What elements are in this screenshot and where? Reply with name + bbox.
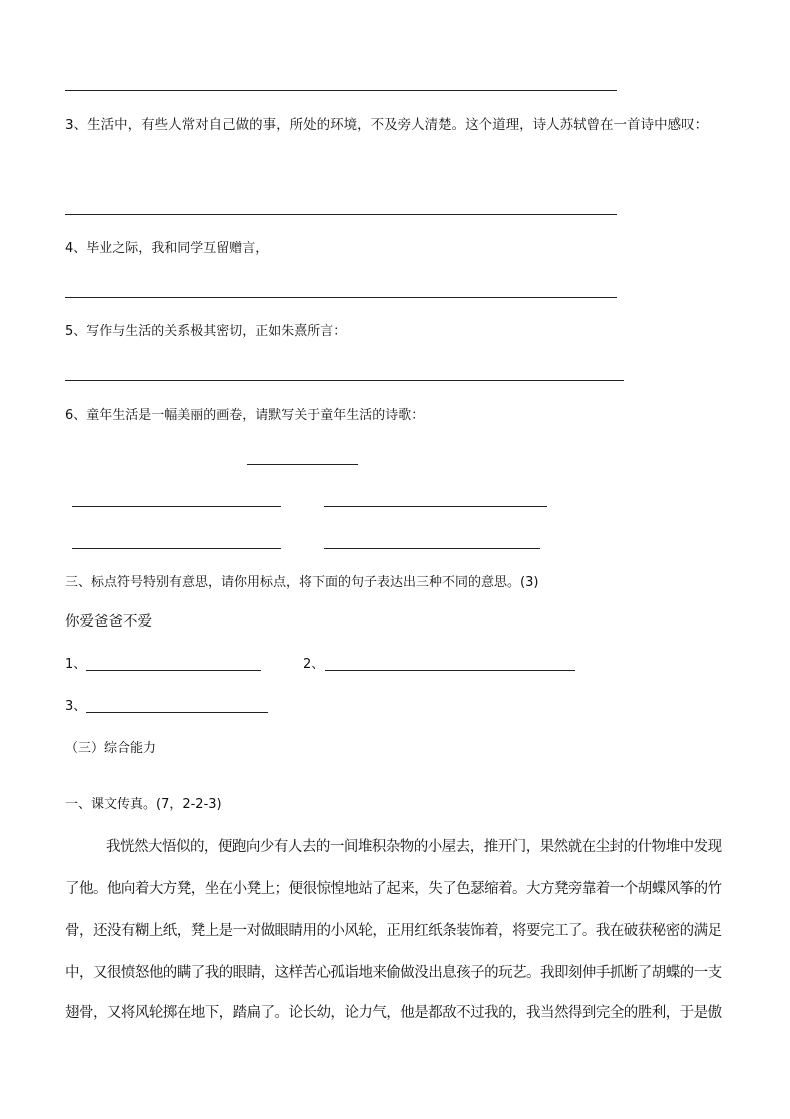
answer-line-q6-4[interactable]	[324, 548, 540, 549]
paragraph-line: 了他。他向着大方凳，坐在小凳上；便很惊惶地站了起来，失了色瑟缩着。大方凳旁靠着一个胡蝶风筝的竹	[65, 881, 722, 897]
answer-line-s3-1[interactable]	[86, 670, 261, 671]
answer-line-q6-title[interactable]	[247, 464, 358, 465]
answer-line-s3-3[interactable]	[86, 712, 268, 713]
paragraph-line: 中，又很愤怒他的瞒了我的眼睛，这样苦心孤诣地来偷做没出息孩子的玩艺。我即刻伸手抓断了胡蝶的一支	[65, 965, 722, 981]
blank-2-label: 2、	[303, 657, 325, 672]
paragraph-line: 我恍然大悟似的，便跑向少有人去的一间堆积杂物的小屋去，推开门，果然就在尘封的什物堆中发现	[106, 839, 722, 855]
answer-line-q5[interactable]	[65, 380, 624, 381]
lesson-section-title: 一、课文传真。(7，2-2-3)	[65, 797, 222, 812]
section-3-title: 三、标点符号特别有意思，请你用标点，将下面的句子表达出三种不同的意思。(3)	[65, 575, 539, 590]
answer-line-top[interactable]	[65, 90, 617, 91]
answer-line-q4[interactable]	[65, 297, 617, 298]
answer-line-q6-1[interactable]	[72, 506, 281, 507]
blank-3-label: 3、	[65, 699, 87, 714]
question-6-label: 6、童年生活是一幅美丽的画卷，请默写关于童年生活的诗歌：	[65, 408, 425, 423]
question-3-label: 3、生活中，有些人常对自己做的事，所处的环境，不及旁人清楚。这个道理，诗人苏轼曾在一首诗中感叹：	[65, 117, 709, 133]
answer-line-q3[interactable]	[65, 214, 617, 215]
example-sentence: 你爱爸爸不爱	[65, 614, 152, 630]
question-4-label: 4、毕业之际，我和同学互留赠言，	[65, 241, 269, 256]
paragraph-line: 翅骨，又将风轮掷在地下，踏扁了。论长幼，论力气，他是都敌不过我的，我当然得到完全的胜利，于是傲	[65, 1005, 722, 1021]
answer-line-q6-3[interactable]	[72, 548, 281, 549]
answer-line-q6-2[interactable]	[324, 506, 547, 507]
blank-1-label: 1、	[65, 657, 87, 672]
question-5-label: 5、写作与生活的关系极其密切，正如朱熹所言：	[65, 324, 347, 339]
paragraph-line: 骨，还没有糊上纸，凳上是一对做眼睛用的小风轮，正用红纸条装饰着，将要完工了。我在破获秘密的满足	[65, 923, 722, 939]
part-3-title: （三）综合能力	[65, 741, 157, 756]
answer-line-s3-2[interactable]	[325, 670, 575, 671]
